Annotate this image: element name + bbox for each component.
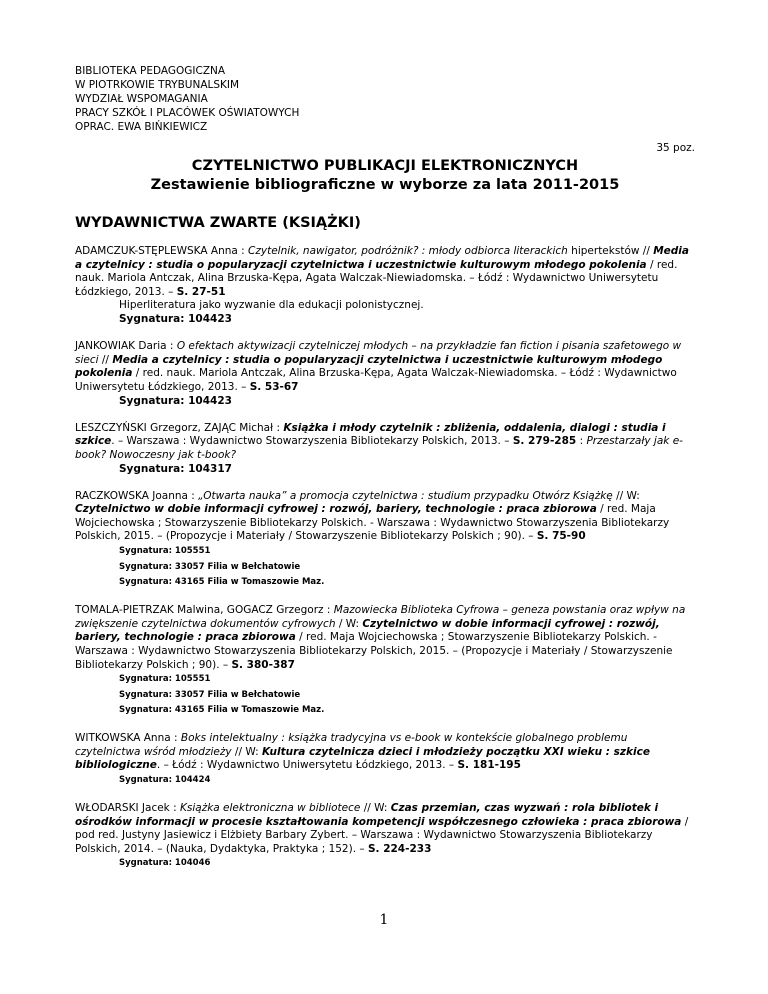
header-line: W PIOTRKOWIE TRYBUNALSKIM	[75, 79, 240, 91]
citation-segment: // W:	[360, 802, 391, 815]
citation-segment: S. 53-67	[249, 380, 299, 393]
citation-segment: „Otwarta nauka” a promocja czytelnictwa : studium przypadku Otwórz Książkę	[198, 489, 613, 502]
title-line-2: Zestawienie bibliograficzne w wyborze za lata 2011-2015	[150, 177, 620, 193]
citation-segment: //	[98, 353, 113, 366]
citation-segment: // W:	[231, 745, 262, 758]
institution-header	[75, 64, 695, 134]
citation-segment: Czas przemian, czas wyzwań : rola bibliotek i ośrodków informacji w procesie kształtowania kompetencji współczesnego człowieka : praca zbiorowa	[75, 802, 682, 828]
citation-segment: Boks intelektualny : książka tradycyjna vs e-book w kontekście globalnego problemu czytelnictwa wśród młodzieży	[75, 732, 628, 758]
citation-segment: Książka elektroniczna w bibliotece	[179, 802, 361, 815]
bibliography-entry	[75, 802, 695, 872]
citation-segment: / red. Maja Wojciechowska ; Stowarzyszenie Bibliotekarzy Polskich. - Warszawa : Wydawnictwo Stowarzyszenia Bibliotekarzy Polskich, 2015. – (Propozycje i Materiały / Stowarzyszenie Bibliotekarzy Polskich ; 90). –	[75, 503, 670, 543]
citation-segment: S. 279-285	[512, 435, 577, 448]
citation-segment: S. 181-195	[457, 759, 521, 772]
bibliography-entry	[75, 422, 695, 476]
page-number: 1	[379, 912, 389, 928]
bibliography-entry	[75, 245, 695, 327]
citation-segment: hipertekstów //	[567, 245, 654, 257]
entry-citation	[75, 802, 695, 856]
document-page	[75, 64, 695, 886]
entry-citation	[75, 422, 695, 463]
citation-segment: . – Warszawa : Wydawnictwo Stowarzyszenia Bibliotekarzy Polskich, 2013. –	[111, 435, 513, 448]
citation-segment: / red. nauk. Mariola Antczak, Alina Brzuska-Kępa, Agata Walczak-Niewiadomska. – Łódź : Wydawnictwo Uniwersytetu Łódzkiego, 2013. –	[75, 258, 678, 298]
call-number: Sygnatura: 104046	[119, 858, 211, 869]
item-count: 35 poz.	[656, 142, 695, 154]
citation-segment: Czytelnictwo w dobie informacji cyfrowej : rozwój, bariery, technologie : praca zbiorowa	[75, 617, 660, 644]
citation-segment: Przestarzały jak e-book? Nowoczesny jak t-book?	[75, 435, 683, 461]
citation-segment: Książka i młody czytelnik : zbliżenia, oddalenia, dialogi : studia i szkice	[75, 421, 666, 448]
title-line-1: CZYTELNICTWO PUBLIKACJI ELEKTRONICZNYCH	[191, 158, 579, 174]
call-number: Sygnatura: 104423	[119, 312, 232, 325]
citation-segment: S. 27-51	[176, 285, 226, 298]
bibliography-list	[75, 245, 695, 872]
citation-segment: O efektach aktywizacji czytelniczej młodych – na przykładzie fan fiction i pisania szafetowego w sieci	[75, 340, 682, 366]
section-heading: WYDAWNICTWA ZWARTE (KSIĄŻKI)	[75, 215, 361, 231]
bibliography-entry	[75, 604, 695, 718]
citation-segment: RACZKOWSKA Joanna :	[75, 489, 199, 502]
bibliography-entry	[75, 340, 695, 408]
header-line: PRACY SZKÓŁ I PLACÓWEK OŚWIATOWYCH	[75, 107, 300, 119]
citation-segment: Mazowiecka Biblioteka Cyfrowa – geneza powstania oraz wpływ na zwiększenie czytelnictwa dokumentów cyfrowych	[75, 604, 686, 630]
citation-segment: ADAMCZUK-STĘPLEWSKA Anna :	[75, 245, 249, 257]
call-number: Sygnatura: 104423	[119, 394, 232, 407]
citation-segment: / red. nauk. Mariola Antczak, Alina Brzuska-Kępa, Agata Walczak-Niewiadomska. – Łódź : Wydawnictwo Uniwersytetu Łódzkiego, 2013. –	[75, 367, 677, 393]
entry-citation	[75, 604, 695, 672]
document-title	[75, 157, 695, 195]
citation-segment: / pod red. Justyny Jasiewicz i Elżbiety Barbary Zybert. – Warszawa : Wydawnictwo Stowarzyszenia Bibliotekarzy Polskich, 2014. – (Nauka, Dydaktyka, Praktyka ; 152). –	[75, 815, 689, 855]
entry-citation	[75, 490, 695, 544]
citation-segment: WITKOWSKA Anna :	[75, 732, 181, 745]
header-line: WYDZIAŁ WSPOMAGANIA	[75, 93, 208, 105]
call-number: Sygnatura: 43165 Filia w Tomaszowie Maz.	[119, 577, 325, 588]
citation-segment: Kultura czytelnicza dzieci i młodzieży początku XXI wieku : szkice bibliologiczne	[75, 745, 650, 772]
call-number: Sygnatura: 104317	[119, 462, 232, 475]
call-number: Sygnatura: 33057 Filia w Bełchatowie	[119, 561, 301, 572]
citation-segment: S. 224-233	[367, 842, 432, 855]
entry-citation	[75, 732, 695, 773]
entry-citation	[75, 245, 695, 299]
citation-segment: JANKOWIAK Daria :	[75, 340, 177, 353]
citation-segment: . – Łódź : Wydawnictwo Uniwersytetu Łódzkiego, 2013. –	[156, 759, 458, 772]
header-line: OPRAC. EWA BIŃKIEWICZ	[75, 121, 208, 133]
call-number: Sygnatura: 104424	[119, 775, 211, 785]
call-number: Sygnatura: 105551	[119, 546, 211, 557]
citation-segment: // W:	[612, 489, 640, 502]
entry-note: Hiperliteratura jako wyzwanie dla edukacji polonistycznej.	[119, 299, 424, 312]
citation-segment: / red. Maja Wojciechowska ; Stowarzyszenie Bibliotekarzy Polskich. - Warszawa : Wydawnictwo Stowarzyszenia Bibliotekarzy Polskich, 2015. – (Propozycje i Materiały / Stowarzyszenie Bibliotekarzy Polskich ; 90). –	[75, 631, 673, 671]
citation-segment: :	[576, 435, 587, 448]
bibliography-entry	[75, 732, 695, 788]
call-number: Sygnatura: 43165 Filia w Tomaszowie Maz.	[119, 705, 325, 716]
entry-citation	[75, 340, 695, 394]
citation-segment: LESZCZYŃSKI Grzegorz, ZAJĄC Michał :	[75, 421, 284, 434]
citation-segment: Media a czytelnicy : studia o popularyzacji czytelnictwa i uczestnictwie kulturowym młodego pokolenia	[75, 245, 689, 271]
citation-segment: WŁODARSKI Jacek :	[75, 802, 180, 815]
citation-segment: Czytelnik, nawigator, podróżnik? : młody odbiorca literackich	[248, 245, 568, 257]
bibliography-entry	[75, 490, 695, 591]
citation-segment: Czytelnictwo w dobie informacji cyfrowej : rozwój, bariery, technologie : praca zbiorowa	[75, 503, 597, 516]
call-number: Sygnatura: 105551	[119, 674, 211, 685]
citation-segment: S. 75-90	[536, 530, 586, 543]
citation-segment: Media a czytelnicy : studia o popularyzacji czytelnictwa i uczestnictwie kulturowym młodego pokolenia	[75, 353, 663, 380]
call-number: Sygnatura: 33057 Filia w Bełchatowie	[119, 689, 301, 700]
citation-segment: TOMALA-PIETRZAK Malwina, GOGACZ Grzegorz :	[75, 604, 334, 617]
header-line: BIBLIOTEKA PEDAGOGICZNA	[75, 65, 226, 77]
citation-segment: / W:	[335, 617, 363, 630]
citation-segment: S. 380-387	[231, 658, 295, 671]
